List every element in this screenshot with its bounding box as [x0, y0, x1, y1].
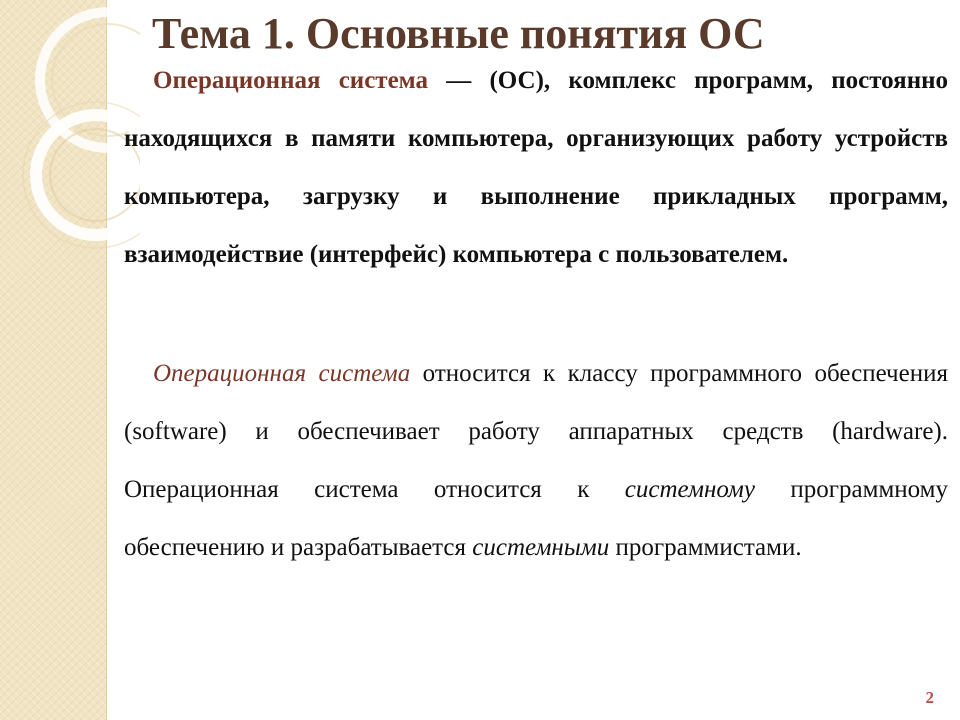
emphasis-system-software: системному [624, 476, 755, 503]
definition-paragraph [124, 52, 948, 284]
decorative-rings-icon [0, 0, 140, 300]
definition-term: Операционная система [153, 67, 429, 94]
definition-text: — (ОС), комплекс программ, постоянно находящихся в памяти компьютера, организующих работу устройств компьютера, загрузку и выполнение прикладных программ, взаимодействие (интерфейс) компьютера с пользователем. [124, 67, 949, 268]
decorative-side-strip [0, 0, 107, 720]
classification-text-a: относится к классу программного обеспечения (software) и обеспечивает работу аппаратных средств (hardware). Операционная система относится к [124, 360, 948, 503]
slide-title: Тема 1. Основные понятия ОС [152, 9, 765, 58]
page-number: 2 [925, 688, 934, 707]
classification-term: Операционная система [153, 360, 411, 387]
classification-paragraph [124, 345, 948, 577]
classification-text-b: программному обеспечению и разрабатывается [124, 476, 948, 561]
classification-text-c: программистами. [609, 534, 802, 561]
emphasis-system-programmers: системными [472, 534, 610, 561]
